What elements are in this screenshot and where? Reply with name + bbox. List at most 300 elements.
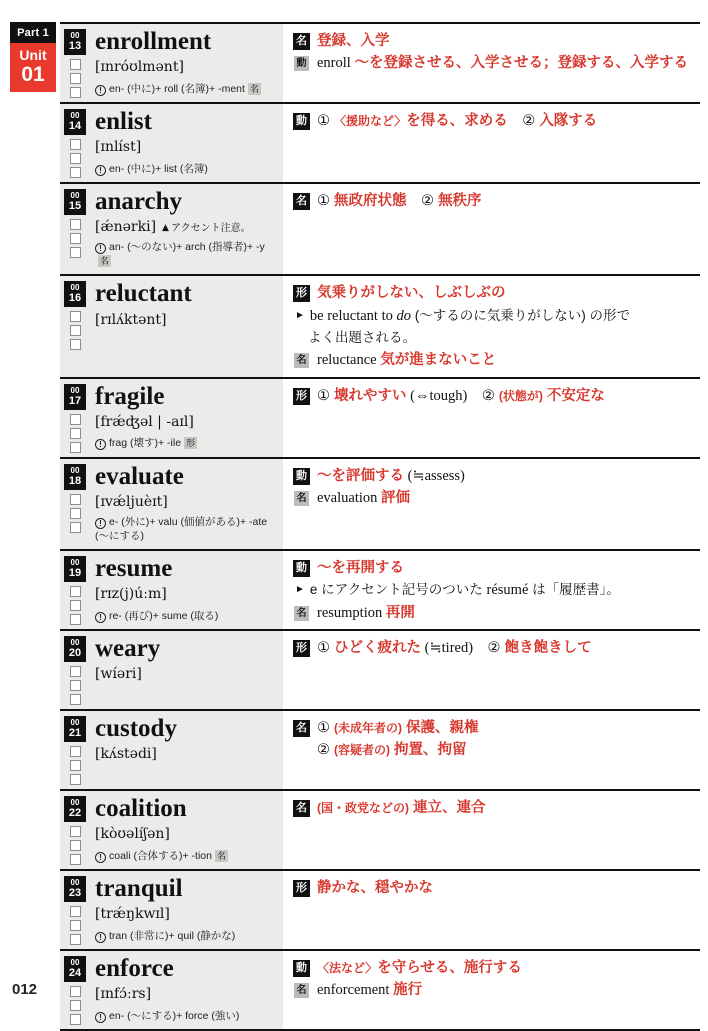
checkbox[interactable] (70, 508, 81, 519)
definition-segment: 〈法など〉 (317, 960, 378, 975)
accent-warning-icon: ▲ (162, 223, 169, 234)
definition-segment: を守らせる、施行する (377, 959, 522, 976)
word-column (95, 556, 279, 625)
definition-line (293, 111, 694, 131)
checkbox[interactable] (70, 666, 81, 677)
entry-badge-column (63, 636, 87, 705)
etymology: ! frag (壊す)+ -ile 形 (95, 432, 279, 452)
checkbox-group (70, 746, 81, 785)
entry-definition-cell (283, 379, 700, 457)
pronunciation: [ɪvǽljuèɪt] (95, 493, 168, 510)
definition-segment: ① (317, 113, 335, 129)
checkbox[interactable] (70, 840, 81, 851)
definition-segment: resumption (317, 604, 386, 621)
entry-number-badge (64, 281, 86, 307)
definition-segment: ～を評価する (317, 467, 404, 484)
vocab-entry (60, 22, 700, 102)
vocab-entry (60, 949, 700, 1029)
definition-line (293, 386, 694, 406)
entry-badge-column (63, 464, 87, 545)
word-column (95, 29, 279, 98)
pos-badge: 動 (293, 468, 310, 485)
checkbox[interactable] (70, 586, 81, 597)
definition-segment: (～するのに気乗りがしない) の形で (410, 307, 630, 323)
pronunciation: [ɪnróʊlmənt] (95, 59, 184, 76)
derived-pos-badge: 動 (294, 56, 309, 71)
vocab-entry (60, 102, 700, 182)
definition-line (293, 31, 694, 51)
checkbox[interactable] (70, 906, 81, 917)
etymology-info-icon: ! (95, 85, 106, 96)
definition-segment: ～を再開する (317, 559, 404, 576)
definition-line (293, 328, 694, 348)
etymology-info-icon: ! (95, 439, 106, 450)
checkbox[interactable] (70, 247, 81, 258)
definition-segment: e にアクセント記号のついた (309, 582, 487, 598)
pos-badge: 名 (293, 800, 310, 817)
vocab-entry (60, 549, 700, 629)
entry-definition-cell (283, 951, 700, 1029)
checkbox-group (70, 586, 81, 625)
definition-segment: 気乗りがしない、しぶしぶの (317, 285, 506, 302)
pronunciation: [wíəri] (95, 666, 142, 683)
entry-number-badge (64, 189, 86, 215)
definition-segment: を得る、求める (406, 113, 508, 129)
checkbox[interactable] (70, 233, 81, 244)
headword: anarchy (95, 188, 183, 215)
entry-number-top: 00 (70, 191, 80, 200)
checkbox[interactable] (70, 1000, 81, 1011)
entry-definition-cell (283, 871, 700, 949)
definition-segment: ② (473, 639, 505, 656)
definition-text (317, 191, 694, 211)
entry-number-top: 00 (70, 557, 80, 567)
checkbox-group (70, 59, 81, 98)
checkbox[interactable] (70, 600, 81, 611)
checkbox[interactable] (70, 774, 81, 785)
etymology-info-icon: ! (95, 243, 106, 254)
entry-definition-cell (283, 551, 700, 629)
vocab-entry (60, 789, 700, 869)
definition-text (317, 740, 694, 760)
vocab-entry-list (60, 22, 700, 1031)
entry-definition-cell (283, 711, 700, 789)
page-number: 012 (12, 981, 38, 998)
definition-segment: 静かな、穏やかな (317, 879, 433, 896)
entry-word-cell (60, 631, 283, 709)
checkbox[interactable] (70, 442, 81, 453)
word-column (95, 189, 279, 270)
definition-segment: 無秩序 (438, 193, 482, 209)
definition-text (310, 306, 694, 326)
entry-word-cell (60, 379, 283, 457)
checkbox[interactable] (70, 614, 81, 625)
checkbox[interactable] (70, 854, 81, 865)
entry-number-badge (64, 876, 86, 902)
checkbox[interactable] (70, 219, 81, 230)
checkbox-group (70, 494, 81, 533)
definition-segment: よく出題される。 (308, 329, 416, 345)
definition-line (293, 306, 694, 326)
note-arrow-icon: ► (295, 584, 305, 596)
entry-word-cell (60, 951, 283, 1029)
etymology-info-icon: ! (95, 165, 106, 176)
etymology: ! tran (非常に)+ quil (静かな) (95, 925, 279, 945)
vocab-entry (60, 629, 700, 709)
definition-segment: (≒tired) (421, 639, 474, 656)
vocab-entry (60, 457, 700, 549)
pos-badge: 動 (293, 560, 310, 577)
entry-number-top: 00 (70, 283, 80, 293)
vocab-entry (60, 377, 700, 457)
pos-badge: 形 (293, 640, 310, 657)
pronunciation: [frǽʤəl | -aɪl] (95, 413, 194, 430)
etymology: ! en- (中に)+ roll (名簿)+ -ment 名 (95, 78, 279, 98)
checkbox[interactable] (70, 153, 81, 164)
etymology: ! re- (再び)+ sume (取る) (95, 605, 279, 625)
checkbox-group (70, 219, 81, 258)
entry-word-cell (60, 459, 283, 549)
entry-number-badge (64, 956, 86, 982)
checkbox-group (70, 906, 81, 945)
checkbox[interactable] (70, 494, 81, 505)
definition-segment: は「履歴書」。 (528, 582, 620, 598)
entry-number-badge (64, 109, 86, 135)
vocab-entry (60, 869, 700, 949)
entry-number-badge (64, 556, 86, 582)
checkbox[interactable] (70, 59, 81, 70)
definition-line (293, 283, 694, 303)
headword: enforce (95, 954, 174, 982)
definition-line (293, 740, 694, 760)
definition-text (317, 466, 694, 486)
entry-number-badge (64, 384, 86, 410)
definition-line (293, 53, 694, 73)
definition-text (317, 31, 694, 51)
entry-number: 13 (68, 40, 82, 52)
definition-segment: 壊れやすい (334, 387, 407, 404)
checkbox[interactable] (70, 428, 81, 439)
definition-segment: 気が進まないこと (380, 352, 497, 369)
definition-segment: ② (467, 387, 499, 404)
pronunciation: [ɪnfɔ́ːrs] (95, 986, 152, 1003)
checkbox-group (70, 666, 81, 705)
definition-segment: ② (406, 193, 439, 209)
definition-line (293, 638, 694, 658)
entry-badge-column (63, 876, 87, 945)
derived-pos-badge: 名 (294, 491, 309, 506)
entry-number-top: 00 (70, 637, 80, 647)
pos-badge: 動 (293, 960, 310, 977)
definition-text (317, 53, 694, 73)
entry-number-top: 00 (70, 717, 80, 727)
checkbox[interactable] (70, 920, 81, 931)
entry-number-top: 00 (70, 465, 80, 475)
pronunciation: [rɪz(j)úːm] (95, 586, 167, 603)
entry-number-badge (64, 464, 86, 490)
definition-segment: 再開 (385, 604, 415, 621)
definition-segment: (未成年者の) (334, 720, 403, 735)
pronunciation: [rɪlʌ́ktənt] (95, 311, 167, 328)
definition-segment: (≒assess) (404, 467, 465, 484)
definition-text (317, 283, 694, 303)
pronunciation: [kòʊəlíʃən] (95, 826, 170, 843)
definition-line (293, 878, 694, 898)
checkbox[interactable] (70, 73, 81, 84)
definition-text (317, 638, 694, 658)
definition-segment: reluctance (317, 352, 381, 369)
entry-word-cell (60, 871, 283, 949)
word-column (95, 384, 279, 453)
checkbox[interactable] (70, 311, 81, 322)
headword: enrollment (95, 28, 212, 55)
definition-text (317, 350, 694, 370)
etymology: ! coali (合体する)+ -tion 名 (95, 845, 279, 865)
entry-number-badge (64, 716, 86, 742)
definition-text (317, 798, 694, 818)
definition-segment: 無政府状態 (334, 193, 407, 209)
etymology: ! e- (外に)+ valu (価値がある)+ -ate (～にする) (95, 515, 268, 542)
definition-segment: ① (317, 193, 335, 209)
entry-word-cell (60, 184, 283, 274)
entry-number-badge (64, 29, 86, 55)
definition-line (293, 191, 694, 211)
definition-segment: 不安定な (542, 387, 605, 404)
checkbox[interactable] (70, 325, 81, 336)
entry-word-cell (60, 276, 283, 376)
word-column (95, 796, 279, 865)
definition-line (293, 603, 694, 623)
vocab-entry (60, 709, 700, 789)
entry-number: 24 (68, 966, 82, 979)
checkbox-group (70, 139, 81, 178)
unit-word: Unit (19, 47, 47, 63)
definition-segment: do (396, 307, 411, 324)
definition-text (317, 111, 694, 131)
entry-number: 22 (68, 806, 82, 819)
unit-tab (10, 22, 56, 92)
pronunciation: [kʌ́stədi] (95, 746, 157, 763)
checkbox[interactable] (70, 167, 81, 178)
definition-text (308, 328, 694, 348)
entry-number-badge (64, 636, 86, 662)
definition-segment: ① (317, 639, 335, 656)
pronunciation: [ǽnərki] ▲ アクセント注意。 (95, 219, 251, 236)
definition-segment: 飽き飽きして (504, 639, 592, 656)
entry-badge-column (63, 281, 87, 372)
unit-number: 01 (21, 63, 45, 87)
definition-text (317, 603, 694, 623)
word-column (95, 956, 279, 1025)
etymology-info-icon: ! (95, 852, 106, 863)
definition-segment: ① (317, 719, 335, 736)
definition-segment: 連立、連合 (409, 799, 486, 816)
definition-segment: 評価 (381, 489, 411, 506)
part-label: Part 1 (10, 22, 56, 43)
etymology-pos-badge: 名 (100, 256, 110, 267)
entry-number-top: 00 (70, 957, 80, 967)
entry-number-top: 00 (70, 797, 80, 807)
etymology-info-icon: ! (95, 1012, 106, 1023)
entry-definition-cell (283, 24, 700, 102)
definition-text (317, 878, 694, 898)
definition-line (293, 350, 694, 370)
headword: coalition (95, 794, 187, 822)
definition-segment: 入隊する (539, 113, 598, 129)
definition-segment: 拘置、拘留 (390, 742, 467, 759)
unit-box (10, 43, 56, 92)
pos-badge: 形 (293, 388, 310, 405)
entry-word-cell (60, 24, 283, 102)
word-column (95, 464, 279, 545)
entry-word-cell (60, 791, 283, 869)
headword: tranquil (95, 874, 183, 902)
definition-line (293, 558, 694, 578)
checkbox-group (70, 311, 81, 350)
definition-line (293, 488, 694, 508)
headword: enlist (95, 108, 152, 135)
definition-segment: ひどく疲れた (334, 639, 422, 656)
entry-badge-column (63, 956, 87, 1025)
headword: custody (95, 714, 177, 742)
definition-segment: ① (317, 387, 335, 404)
entry-badge-column (63, 796, 87, 865)
entry-number: 23 (68, 886, 82, 899)
headword: fragile (95, 382, 165, 410)
entry-badge-column (63, 716, 87, 785)
checkbox[interactable] (70, 760, 81, 771)
entry-definition-cell (283, 184, 700, 274)
word-column (95, 876, 279, 945)
accent-warning-text: アクセント注意。 (170, 223, 251, 235)
definition-segment: enroll (317, 55, 355, 72)
definition-segment: 施行 (393, 982, 423, 999)
definition-line (293, 980, 694, 1000)
checkbox[interactable] (70, 1014, 81, 1025)
checkbox[interactable] (70, 986, 81, 997)
pos-badge: 名 (293, 33, 310, 50)
checkbox[interactable] (70, 339, 81, 350)
etymology-info-icon: ! (95, 932, 106, 943)
entry-badge-column (63, 109, 87, 178)
etymology-pos-badge: 形 (186, 438, 196, 449)
etymology-pos-badge: 名 (249, 83, 259, 94)
etymology: ! en- (～にする)+ force (強い) (95, 1005, 279, 1025)
checkbox[interactable] (70, 746, 81, 757)
definition-segment: evaluation (317, 489, 382, 506)
entry-number: 15 (68, 200, 82, 212)
pronunciation: [ɪnlíst] (95, 139, 142, 156)
entry-number-top: 00 (70, 385, 80, 395)
entry-number: 14 (68, 120, 82, 132)
definition-line (293, 958, 694, 978)
etymology-info-icon: ! (95, 518, 106, 529)
checkbox-group (70, 826, 81, 865)
entry-definition-cell (283, 631, 700, 709)
definition-segment: ～を登録させる、入学させる；登録する、入学する (354, 55, 688, 72)
derived-pos-badge: 名 (294, 606, 309, 621)
word-column (95, 109, 279, 178)
entry-number-top: 00 (70, 877, 80, 887)
definition-text (317, 488, 694, 508)
checkbox[interactable] (70, 694, 81, 705)
entry-word-cell (60, 711, 283, 789)
definition-segment: be reluctant to (309, 307, 397, 324)
definition-text (317, 558, 694, 578)
definition-segment: 〈援助など〉 (334, 114, 407, 128)
entry-definition-cell (283, 276, 700, 376)
word-column (95, 281, 279, 372)
checkbox[interactable] (70, 680, 81, 691)
definition-line (293, 798, 694, 818)
definition-segment: (容疑者の) (334, 743, 391, 758)
definition-segment: ② (317, 742, 335, 759)
headword: reluctant (95, 280, 192, 308)
word-column (95, 636, 279, 705)
checkbox[interactable] (70, 826, 81, 837)
definition-segment: enforcement (317, 982, 394, 999)
checkbox[interactable] (70, 414, 81, 425)
entry-number-top: 00 (70, 111, 80, 120)
definition-text (317, 980, 694, 1000)
entry-number: 19 (68, 566, 82, 579)
vocab-entry (60, 182, 700, 274)
word-column (95, 716, 279, 785)
checkbox[interactable] (70, 87, 81, 98)
definition-line (293, 466, 694, 486)
definition-text (310, 580, 694, 600)
derived-pos-badge: 名 (294, 983, 309, 998)
entry-badge-column (63, 189, 87, 270)
entry-number: 20 (68, 646, 82, 659)
entry-badge-column (63, 556, 87, 625)
checkbox[interactable] (70, 139, 81, 150)
entry-badge-column (63, 29, 87, 98)
entry-number-badge (64, 796, 86, 822)
checkbox-group (70, 986, 81, 1025)
etymology-info-icon: ! (95, 612, 106, 623)
headword: weary (95, 634, 161, 662)
checkbox-group (70, 414, 81, 453)
pos-badge: 名 (293, 720, 310, 737)
headword: evaluate (95, 462, 184, 490)
definition-segment: 登録、入学 (317, 33, 390, 49)
pos-badge: 形 (293, 880, 310, 897)
entry-definition-cell (283, 104, 700, 182)
derived-pos-badge: 名 (294, 353, 309, 368)
definition-segment: (⇔tough) (406, 387, 468, 404)
definition-line (293, 718, 694, 738)
checkbox[interactable] (70, 522, 81, 533)
pronunciation: [trǽŋkwɪl] (95, 906, 170, 923)
definition-segment: résumé (486, 582, 529, 599)
headword: resume (95, 554, 173, 582)
definition-text (317, 386, 694, 406)
vocab-entry (60, 274, 700, 376)
definition-line (293, 580, 694, 600)
definition-segment: 保護、親権 (402, 719, 479, 736)
entry-number: 21 (68, 726, 82, 739)
entry-number: 18 (68, 474, 82, 487)
checkbox[interactable] (70, 934, 81, 945)
pos-badge: 名 (293, 193, 310, 210)
entry-number-top: 00 (70, 31, 80, 40)
entry-definition-cell (283, 791, 700, 869)
etymology-pos-badge: 名 (216, 850, 226, 861)
entry-number: 16 (68, 292, 82, 305)
pos-badge: 動 (293, 113, 310, 130)
definition-text (317, 958, 694, 978)
